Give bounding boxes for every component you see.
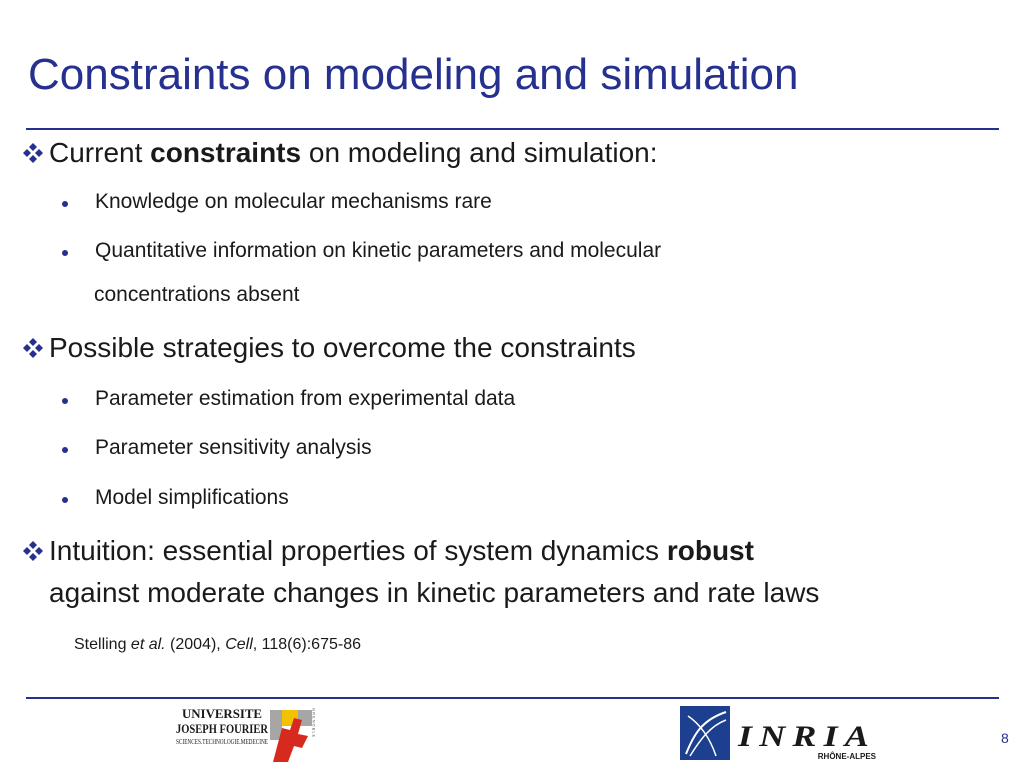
ujf-line1: UNIVERSITE xyxy=(182,706,262,721)
bullet-text: on modeling and simulation: xyxy=(301,137,658,168)
sub-bullet-text: Parameter sensitivity analysis xyxy=(95,436,372,459)
dot-bullet-icon xyxy=(62,398,68,404)
dot-bullet-icon xyxy=(62,447,68,453)
citation-etal: et al. xyxy=(130,636,166,653)
dot-bullet-icon xyxy=(62,497,68,503)
ujf-vertical-text: GRENOBLE xyxy=(311,708,317,739)
ujf-logo xyxy=(176,704,318,764)
sub-bullet-continuation: concentrations absent xyxy=(94,283,300,306)
bullet-text: Current xyxy=(49,137,151,168)
bullet-text: Intuition: essential properties of system dynamics xyxy=(49,535,667,566)
title-rule xyxy=(26,128,999,130)
citation-author: Stelling xyxy=(74,636,131,653)
ujf-line2: JOSEPH FOURIER xyxy=(176,721,269,736)
dot-bullet-icon xyxy=(62,201,68,207)
dot-bullet-icon xyxy=(62,250,68,256)
citation-journal: Cell xyxy=(225,636,253,653)
sub-bullet-text: Knowledge on molecular mechanisms rare xyxy=(95,190,492,213)
bold-keyword: constraints xyxy=(150,137,302,168)
ujf-line3: SCIENCES.TECHNOLOGIE.MEDECINE xyxy=(176,738,268,746)
slide-title: Constraints on modeling and simulation xyxy=(28,50,799,99)
diamond-bullet-icon xyxy=(22,540,44,562)
sub-bullet-text: Model simplifications xyxy=(95,486,289,509)
citation-ref: , 118(6):675-86 xyxy=(252,636,361,653)
citation-year: (2004), xyxy=(165,636,226,653)
footer-rule xyxy=(26,697,999,699)
citation xyxy=(74,636,361,654)
bullet-continuation: against moderate changes in kinetic parameters and rate laws xyxy=(49,577,820,608)
sub-bullet-text: Quantitative information on kinetic parameters and molecular xyxy=(95,239,662,262)
inria-wordmark: INRIA xyxy=(736,720,876,753)
inria-logo xyxy=(680,704,880,762)
diamond-bullet-icon xyxy=(22,337,44,359)
page-number: 8 xyxy=(1001,730,1009,746)
bullet-text: Possible strategies to overcome the constraints xyxy=(49,332,636,363)
sub-bullet-text: Parameter estimation from experimental data xyxy=(95,387,516,410)
diamond-bullet-icon xyxy=(22,142,44,164)
inria-region: RHÔNE-ALPES xyxy=(817,752,876,761)
bold-keyword: robust xyxy=(666,535,754,566)
